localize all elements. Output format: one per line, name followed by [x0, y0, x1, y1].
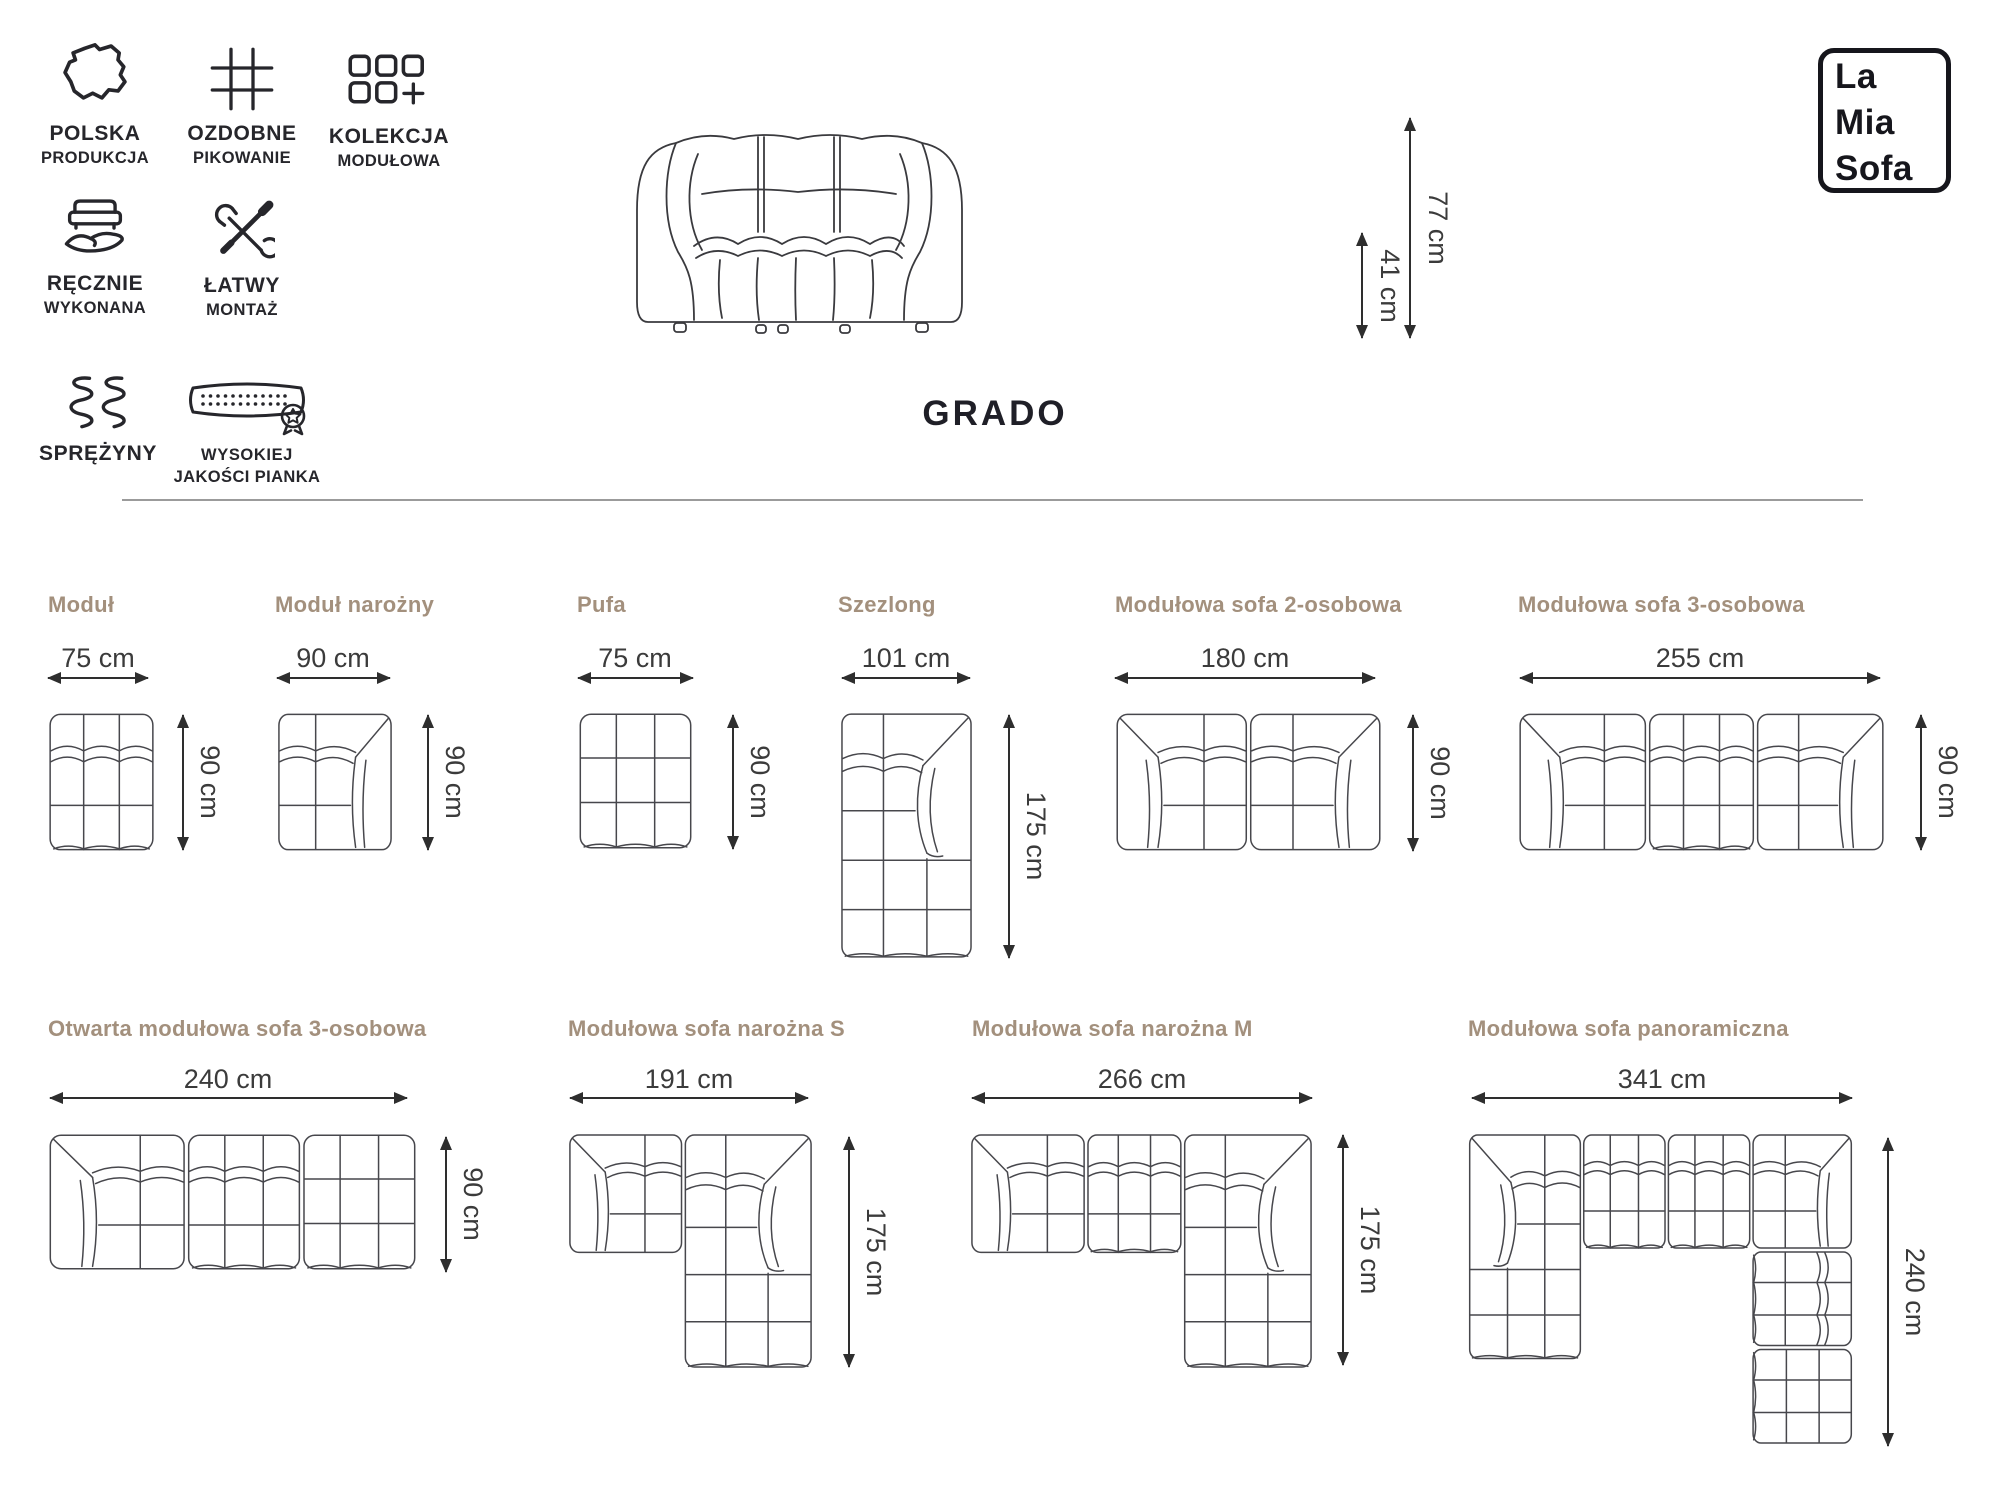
module-label: Modułowa sofa 3-osobowa: [1518, 592, 1805, 617]
module-width-value: 341 cm: [1617, 1064, 1707, 1094]
seat-height-value: 41 cm: [1375, 249, 1405, 323]
module-label: Modułowa sofa panoramiczna: [1468, 1016, 1789, 1041]
width-arrow: [842, 677, 970, 679]
tools-icon: [209, 198, 275, 264]
feature-label: KOLEKCJA: [328, 125, 450, 148]
module-width-value: 191 cm: [644, 1064, 734, 1094]
page-title: GRADO: [922, 394, 1068, 433]
height-arrow: [1008, 715, 1010, 958]
handmade-sofa-icon: [58, 194, 132, 262]
width-arrow: [570, 1097, 808, 1099]
feature-kolekcja-modulowa: [299, 53, 479, 171]
module-label: Otwarta modułowa sofa 3-osobowa: [48, 1016, 427, 1041]
chaise-top-view: [840, 712, 973, 959]
width-arrow: [1472, 1097, 1852, 1099]
feature-label: OZDOBNE: [187, 122, 297, 145]
module-label: Modułowa sofa 2-osobowa: [1115, 592, 1402, 617]
feature-label: WYSOKIEJ: [201, 446, 293, 464]
total-height-arrow: [1409, 118, 1411, 338]
module-label: Moduł narożny: [275, 592, 435, 617]
feature-label: SPRĘŻYNY: [39, 442, 157, 465]
pouf-top-view: [578, 712, 693, 850]
height-arrow: [1342, 1135, 1344, 1365]
height-arrow: [1412, 715, 1414, 851]
height-arrow: [445, 1137, 447, 1272]
module-height-value: 175 cm: [1355, 1205, 1385, 1295]
brand-logo: [1818, 48, 1951, 193]
height-arrow: [848, 1137, 850, 1367]
module-width-value: 75 cm: [598, 643, 672, 673]
module-label: Szezlong: [838, 592, 936, 617]
seat-height-arrow: [1361, 233, 1363, 338]
foam-quality-icon: [180, 378, 314, 436]
feature-label: RĘCZNIE: [46, 272, 144, 295]
module-top-view: [48, 712, 155, 852]
springs-icon: [61, 372, 135, 432]
divider-line: [122, 499, 1863, 501]
corner-sofa-m-top-view: [970, 1133, 1313, 1369]
module-height-value: 175 cm: [1021, 791, 1051, 881]
feature-label: ŁATWY: [203, 274, 281, 297]
width-arrow: [277, 677, 390, 679]
feature-sublabel: MONTAŻ: [206, 301, 278, 319]
height-arrow: [427, 715, 429, 850]
module-label: Modułowa sofa narożna M: [972, 1016, 1253, 1041]
feature-sublabel: PRODUKCJA: [40, 149, 150, 167]
module-height-value: 90 cm: [440, 745, 470, 819]
corner-module-top-view: [277, 712, 393, 852]
module-width-value: 101 cm: [861, 643, 951, 673]
module-width-value: 240 cm: [183, 1064, 273, 1094]
module-label: Modułowa sofa narożna S: [568, 1016, 846, 1041]
width-arrow: [972, 1097, 1312, 1099]
feature-sublabel: WYKONANA: [43, 299, 147, 317]
module-width-value: 75 cm: [61, 643, 135, 673]
feature-wysokiej-jakosci-pianka: [157, 378, 337, 487]
open-sofa-3-top-view: [48, 1133, 417, 1271]
module-height-value: 90 cm: [745, 745, 775, 819]
feature-sublabel: JAKOŚCI PIANKA: [173, 468, 321, 486]
module-height-value: 90 cm: [1425, 746, 1455, 820]
brand-logo-line: Sofa: [1835, 149, 1913, 188]
feature-label: POLSKA: [49, 122, 141, 145]
height-arrow: [732, 715, 734, 849]
width-arrow: [1520, 677, 1880, 679]
module-label: Moduł: [48, 592, 115, 617]
width-arrow: [50, 1097, 407, 1099]
module-height-value: 240 cm: [1900, 1247, 1930, 1337]
sofa-2-top-view: [1115, 712, 1382, 852]
height-arrow: [1920, 715, 1922, 850]
module-height-value: 90 cm: [195, 745, 225, 819]
module-height-value: 90 cm: [1933, 745, 1963, 819]
modular-squares-icon: [346, 53, 432, 115]
brand-logo-line: La: [1835, 57, 1877, 96]
height-arrow: [182, 715, 184, 850]
feature-sublabel: PIKOWANIE: [192, 149, 292, 167]
feature-latwy-montaz: [152, 198, 332, 320]
sofa-front-view-drawing: [608, 110, 993, 345]
module-height-value: 175 cm: [861, 1207, 891, 1297]
width-arrow: [578, 677, 693, 679]
panoramic-sofa-top-view: [1468, 1133, 1853, 1445]
total-height-value: 77 cm: [1423, 191, 1453, 265]
sofa-3-top-view: [1518, 712, 1885, 852]
quilting-grid-icon: [209, 46, 275, 112]
corner-sofa-s-top-view: [568, 1133, 813, 1369]
width-arrow: [1115, 677, 1375, 679]
poland-map-icon: [57, 40, 133, 112]
module-width-value: 255 cm: [1655, 643, 1745, 673]
width-arrow: [48, 677, 148, 679]
module-width-value: 180 cm: [1200, 643, 1290, 673]
feature-sublabel: MODUŁOWA: [337, 152, 441, 170]
module-label: Pufa: [577, 592, 626, 617]
height-arrow: [1887, 1138, 1889, 1446]
module-height-value: 90 cm: [458, 1167, 488, 1241]
brand-logo-line: Mia: [1835, 103, 1895, 142]
module-width-value: 90 cm: [296, 643, 370, 673]
module-width-value: 266 cm: [1097, 1064, 1187, 1094]
